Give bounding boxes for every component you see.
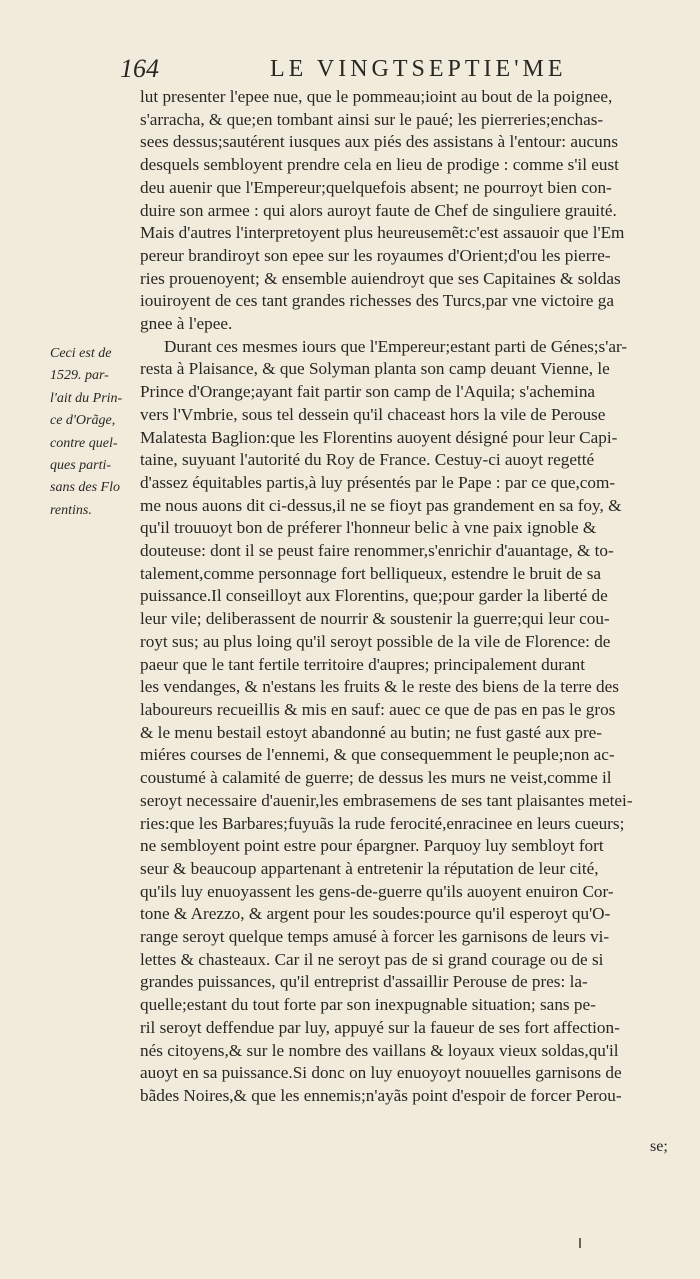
text-line: leur vile; deliberassent de nourrir & soustenir la guerre;qui leur cou- — [140, 609, 610, 629]
text-line: iouiroyent de ces tant grandes richesses des Turcs,par vne victoire ga — [140, 291, 614, 311]
text-line: douteuse: dont il se peust faire renommer,s'enrichir d'auantage, & to- — [140, 541, 614, 561]
text-line: d'assez équitables partis,à luy présentés par le Pape : par ce que,com- — [140, 472, 616, 492]
text-line: Durant ces mesmes iours que l'Empereur;estant parti de Génes;s'ar- — [164, 336, 628, 356]
text-line: duire son armee : qui alors auroyt faute de Chef de singuliere grauité. — [140, 200, 617, 220]
margin-note-line: rentins. — [50, 502, 92, 518]
text-line: gnee à l'epee. — [140, 314, 233, 334]
text-line: deu auenir que l'Empereur;quelquefois absent; ne pourroyt bien con- — [140, 177, 612, 197]
text-line: range seroyt quelque temps amusé à forcer les garnisons de leurs vi- — [140, 927, 610, 947]
ink-mark — [579, 1238, 581, 1248]
text-line: & le menu bestail estoyt abandonné au butin; ne fust gasté aux pre- — [140, 722, 603, 742]
text-line: s'arracha, & que;en tombant ainsi sur le paué; les pierreries;enchas- — [140, 109, 604, 129]
text-line: me nous auons dit ci-dessus,il ne se fioyt pas grandement en sa foy, & — [140, 495, 622, 515]
text-line: sees dessus;sautérent iusques aux piés des assistans à l'entour: aucuns — [140, 132, 619, 152]
text-line: miéres courses de l'ennemi, & que consequemment le peuple;non ac- — [140, 745, 615, 765]
text-line: lut presenter l'epee nue, que le pommeau;ioint au bout de la poignee, — [140, 87, 613, 106]
margin-note-line: sans des Flo — [50, 480, 120, 496]
text-line: ries prouenoyent; & ensemble auiendroyt que ses Capitaines & soldas — [140, 268, 621, 288]
text-line: ries:que les Barbares;fuyuãs la rude ferocité,enracinee en leurs cueurs; — [140, 813, 625, 833]
text-line: les vendanges, & n'estans les fruits & le reste des biens de la terre des — [140, 677, 619, 697]
margin-note — [50, 343, 134, 522]
text-line: qu'ils luy enuoyassent les gens-de-guerre qu'ils auoyent enuiron Cor- — [140, 881, 614, 901]
page-header — [120, 54, 620, 90]
text-line: seur & beaucoup appartenant à entretenir la réputation de leur cité, — [140, 858, 599, 878]
page-number: 164 — [120, 54, 159, 83]
catchword: se; — [650, 1138, 668, 1155]
margin-note-line: ques parti- — [50, 458, 112, 474]
text-line: taine, suyuant l'autorité du Roy de France. Cestuy-ci auoyt regetté — [140, 450, 595, 470]
margin-note-line: ce d'Orãge, — [50, 413, 116, 429]
text-line: resta à Plaisance, & que Solyman planta son camp deuant Vienne, le — [140, 359, 610, 379]
margin-note-line: Ceci est de — [50, 346, 112, 361]
body-text — [140, 86, 686, 1108]
text-line: auoyt en sa puissance.Si donc on luy enuoyoyt nouuelles garnisons de — [140, 1063, 622, 1083]
text-line: laboureurs recueillis & mis en sauf: auec ce que de pas en pas le gros — [140, 699, 616, 719]
text-line: desquels sembloyent prendre cela en lieu de prodige : comme s'il eust — [140, 155, 619, 175]
text-line: qu'il trouuoyt bon de préferer l'honneur belic à vne paix ignoble & — [140, 518, 597, 538]
text-line: Mais d'autres l'interpretoyent plus heureusemẽt:c'est assauoir que l'Em — [140, 223, 625, 243]
text-line: royt sus; au plus loing qu'il seroyt possible de la vile de Florence: de — [140, 631, 611, 651]
text-line: ne sembloyent point estre pour épargner. Parquoy luy sembloyt fort — [140, 836, 604, 856]
text-line: Prince d'Orange;ayant fait partir son camp de l'Aquila; s'achemina — [140, 382, 596, 402]
text-line: pereur brandiroyt son epee sur les royaumes d'Orient;d'ou les pierre- — [140, 245, 611, 265]
text-line: coustumé à calamité de guerre; de dessus les murs ne veist,comme il — [140, 768, 612, 788]
margin-note-line: 1529. par- — [50, 368, 109, 384]
text-line: quelle;estant du tout forte par son inexpugnable situation; sans pe- — [140, 995, 596, 1015]
text-line: paeur que le tant fertile territoire d'aupres; principalement durant — [140, 654, 586, 674]
text-line: grandes puissances, qu'il entreprist d'assaillir Perouse de pres: la- — [140, 972, 588, 992]
text-line: Malatesta Baglion:que les Florentins auoyent désigné pour leur Capi- — [140, 427, 618, 447]
running-title: LE VINGTSEPTIE'ME — [270, 56, 567, 82]
text-line: vers l'Vmbrie, sous tel dessein qu'il chaceast hors la vile de Perouse — [140, 404, 606, 424]
text-line: puissance.Il conseilloyt aux Florentins, que;pour garder la liberté de — [140, 586, 608, 606]
text-line: tone & Arezzo, & argent pour les soudes:pource qu'il esperoyt qu'O- — [140, 904, 611, 924]
margin-note-line: l'ait du Prin- — [50, 390, 123, 406]
text-line: talement,comme personnage fort belliqueux, estendre le bruit de sa — [140, 563, 602, 583]
text-line: nés citoyens,& sur le nombre des vaillans & loyaux vieux soldas,qu'il — [140, 1040, 619, 1060]
margin-note-line: contre quel- — [50, 435, 118, 451]
text-line: bãdes Noires,& que les ennemis;n'ayãs point d'espoir de forcer Perou- — [140, 1085, 622, 1105]
text-line: seroyt necessaire d'auenir,les embrasemens de ses tant plaisantes metei- — [140, 790, 633, 810]
text-line: ril seroyt deffendue par luy, appuyé sur la faueur de ses fort affection- — [140, 1017, 620, 1037]
text-line: lettes & chasteaux. Car il ne seroyt pas de si grand courage ou de si — [140, 949, 604, 969]
